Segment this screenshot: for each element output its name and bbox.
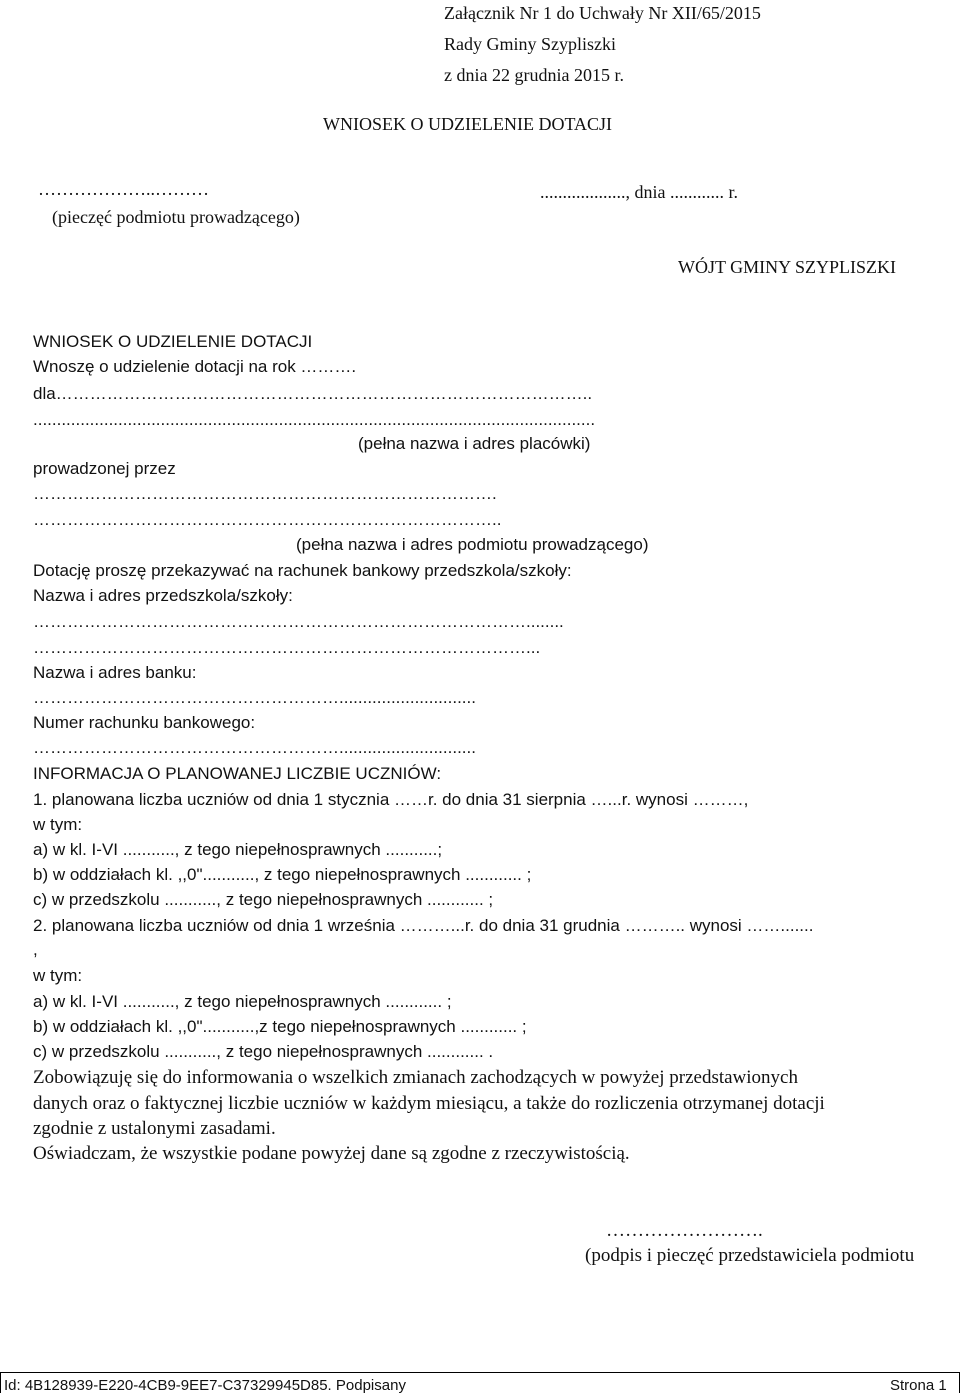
period2-b: b) w oddziałach kl. ,,0"...........,z tego niepełnosprawnych ............ ; [33, 1017, 527, 1036]
signature-dots: ……………………. [606, 1220, 763, 1241]
bank-dots: ………………………………………………............................. [33, 688, 476, 707]
period1-c: c) w przedszkolu ..........., z tego niepełnosprawnych ............ ; [33, 890, 494, 909]
period2-comma: , [33, 940, 38, 959]
prowadzona-label: prowadzonej przez [33, 459, 176, 478]
period1-w-tym: w tym: [33, 815, 83, 834]
declaration-line-3: zgodnie z ustalonymi zasadami. [33, 1118, 276, 1139]
council-line: Rady Gminy Szypliszki [444, 34, 616, 54]
footer-rule [0, 1372, 960, 1373]
account-label: Numer rachunku bankowego: [33, 713, 256, 732]
resolution-date: z dnia 22 grudnia 2015 r. [444, 65, 624, 85]
podmiot-label: (pełna nazwa i adres podmiotu prowadzącego) [296, 535, 649, 554]
signature-label: (podpis i pieczęć przedstawiciela podmiotu [585, 1245, 915, 1266]
date-line: ..................., dnia ............ r. [540, 182, 738, 202]
period1-line: 1. planowana liczba uczniów od dnia 1 stycznia ……r. do dnia 31 sierpnia …...r. wynosi ………, [33, 790, 749, 809]
stamp-label: (pieczęć podmiotu prowadzącego) [52, 207, 300, 227]
addressee: WÓJT GMINY SZYPLISZKI [678, 257, 896, 277]
period1-a: a) w kl. I-VI ..........., z tego niepełnosprawnych ...........; [33, 840, 443, 859]
placowka-label: (pełna nazwa i adres placówki) [358, 434, 591, 453]
school-name-label: Nazwa i adres przedszkola/szkoły: [33, 586, 293, 605]
school-name-dots-1: ……………………………………………………………………………........ [33, 612, 564, 631]
form-title: WNIOSEK O UDZIELENIE DOTACJI [33, 332, 313, 351]
school-name-dots-2: ……………………………………………………………………………... [33, 638, 541, 657]
bank-label: Nazwa i adres banku: [33, 663, 197, 682]
period1-b: b) w oddziałach kl. ,,0"..........., z tego niepełnosprawnych ............ ; [33, 865, 532, 884]
declaration-statement: Oświadczam, że wszystkie podane powyżej dane są zgodne z rzeczywistością. [33, 1143, 630, 1164]
attachment-line: Załącznik Nr 1 do Uchwały Nr XII/65/2015 [444, 3, 761, 23]
period2-c: c) w przedszkolu ..........., z tego niepełnosprawnych ............ . [33, 1042, 494, 1061]
stamp-dots: ………………..……… [38, 179, 209, 199]
declaration-line-1: Zobowiązuję się do informowania o wszelkich zmianach zachodzących w powyżej przedstawionych [33, 1067, 798, 1088]
period2-a: a) w kl. I-VI ..........., z tego niepełnosprawnych ............ ; [33, 992, 452, 1011]
rachunek-line: Dotację proszę przekazywać na rachunek bankowy przedszkola/szkoły: [33, 561, 572, 580]
document-id: Id: 4B128939-E220-4CB9-9EE7-C37329945D85. Podpisany [4, 1377, 406, 1394]
declaration-line-2: danych oraz o faktycznej liczbie uczniów w każdym miesiącu, a także do rozliczenia otrzymanej dotacji [33, 1093, 825, 1114]
document-title: WNIOSEK O UDZIELENIE DOTACJI [323, 114, 613, 134]
dla-dots: ....................................................................................................................... [33, 410, 596, 429]
page-number: Strona 1 [890, 1377, 947, 1394]
info-title: INFORMACJA O PLANOWANEJ LICZBIE UCZNIÓW: [33, 764, 442, 783]
prowadzona-dots-2: ……………………………………………………………………….. [33, 510, 502, 529]
prowadzona-dots-1: ………………………………………………………………………. [33, 484, 497, 503]
footer-rule-left [0, 1372, 1, 1393]
request-line: Wnoszę o udzielenie dotacji na rok ………. [33, 357, 357, 376]
account-dots: ………………………………………………............................. [33, 738, 476, 757]
period2-w-tym: w tym: [33, 966, 83, 985]
dla-line: dla………………………………………………………………………………….. [33, 384, 593, 403]
period2-line: 2. planowana liczba uczniów od dnia 1 września ………...r. do dnia 31 grudnia ……….. wynosi ……....... [33, 916, 814, 935]
